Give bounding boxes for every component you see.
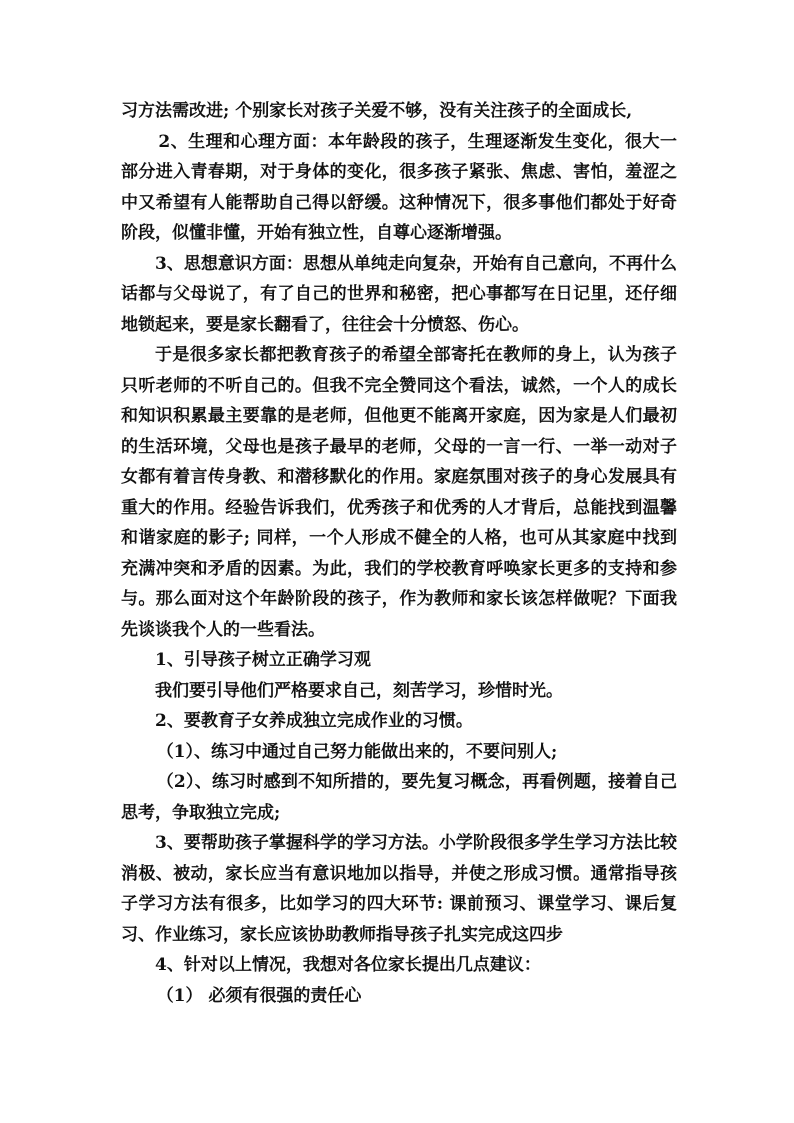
heading-learning-view: 1、引导孩子树立正确学习观 [155, 650, 371, 670]
heading-suggestions: 4、针对以上情况，我想对各位家长提出几点建议： [155, 955, 541, 975]
paragraph-study-methods: 3、要帮助孩子掌握科学的学习方法。小学阶段很多学生学习方法比较消极、被动，家长应当有意识地加以指导，并使之形成习惯。通常指导孩子学习方法有很多，比如学习的四大环节: 课前预习、课堂学习、课后复习、作业练习，家长应该协助教师指导孩子扎实完成这四步 [121, 833, 677, 945]
paragraph-continuation: 习方法需改进; 个别家长对孩子关爱不够，没有关注孩子的全面成长, [121, 101, 633, 121]
document-page [121, 96, 677, 1011]
list-item-suggestion-1: （1） 必须有很强的责任心 [156, 985, 362, 1006]
list-item-homework-2: （2）、练习时感到不知所措的，要先复习概念，再看例题，接着自己思考，争取独立完成; [121, 772, 677, 823]
paragraph-physiology: 2、生理和心理方面：本年龄段的孩子，生理逐渐发生变化，很大一部分进入青春期，对于身体的变化，很多孩子紧张、焦虑、害怕，羞涩之中又希望有人能帮助自己得以舒缓。这种情况下，很多事他们都处于好奇阶段，似懂非懂，开始有独立性，自尊心逐渐增强。 [121, 131, 677, 243]
paragraph-learning-view: 我们要引导他们严格要求自己，刻苦学习，珍惜时光。 [155, 680, 563, 701]
paragraph-ideology: 3、思想意识方面：思想从单纯走向复杂，开始有自己意向，不再什么话都与父母说了，有了自己的世界和秘密，把心事都写在日记里，还仔细地锁起来，要是家长翻看了，往往会十分愤怒、伤心。 [121, 253, 677, 335]
paragraph-family-education: 于是很多家长都把教育孩子的希望全部寄托在教师的身上，认为孩子只听老师的不听自己的。但我不完全赞同这个看法，诚然，一个人的成长和知识积累最主要靠的是老师，但他更不能离开家庭，因为家是人们最初的生活环境，父母也是孩子最早的老师，父母的一言一行、一举一动对子女都有着言传身教、和潜移默化的作用。家庭氛围对孩子的身心发展具有重大的作用。经验告诉我们，优秀孩子和优秀的人才背后，总能找到温馨和谐家庭的影子; 同样，一个人形成不健全的人格，也可从其家庭中找到充满冲突和矛盾的因素。为此，我们的学校教育呼唤家长更多的支持和参与。那么面对这个年龄阶段的孩子，作为教师和家长该怎样做呢？下面我先谈谈我个人的一些看法。 [121, 345, 677, 640]
heading-homework-habit: 2、要教育子女养成独立完成作业的习惯。 [155, 711, 473, 731]
list-item-homework-1: （1）、练习中通过自己努力能做出来的，不要问别人; [156, 741, 558, 762]
